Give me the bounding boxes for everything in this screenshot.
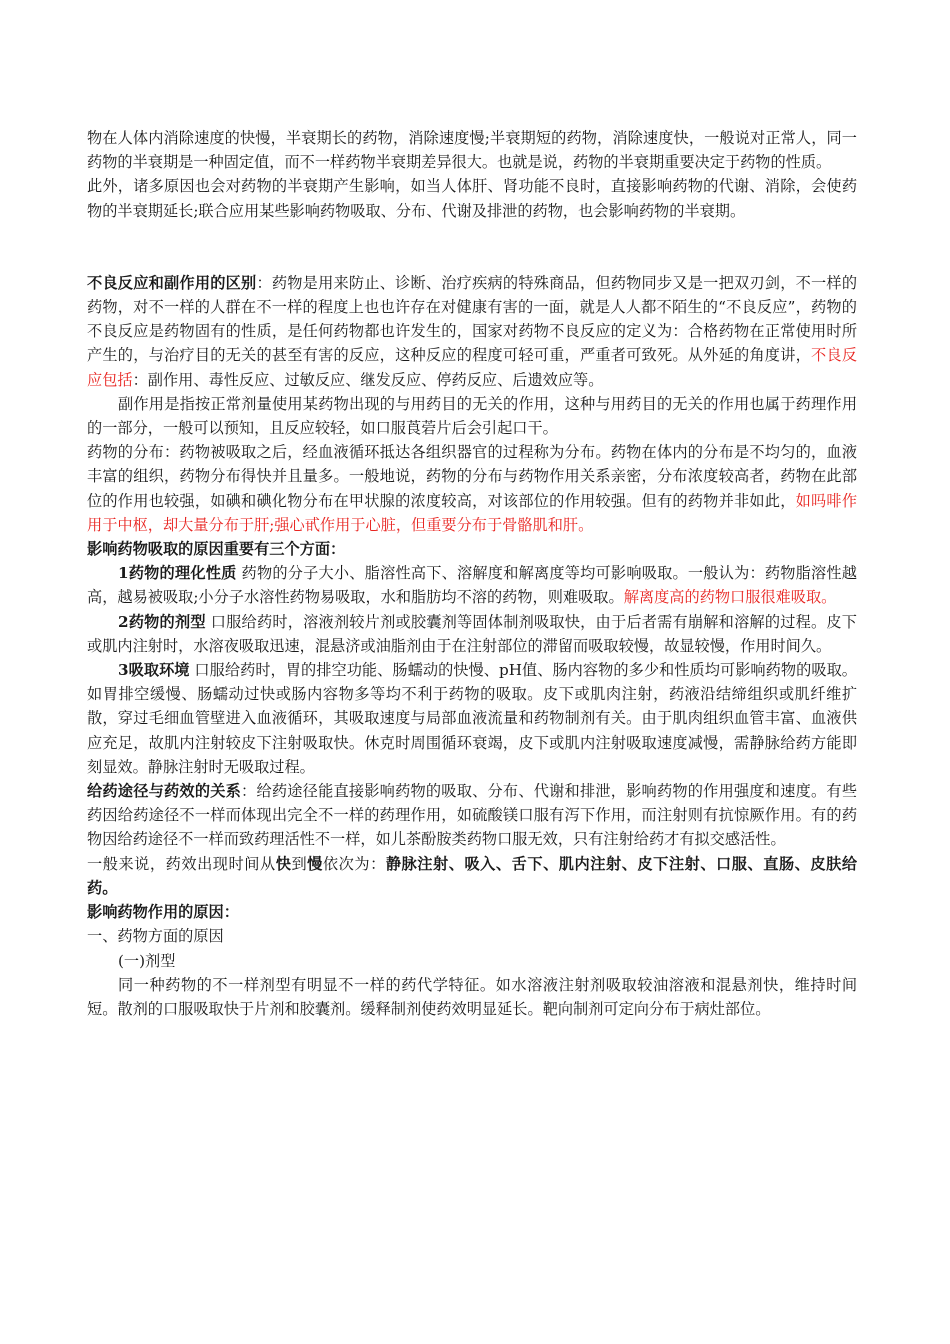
subheading-dosage-form: (一)剂型 [118,951,176,970]
paragraph-adverse-reaction [87,271,857,392]
term-heading: 不良反应和副作用的区别 [87,273,257,292]
paragraph-text: 口服给药时，溶液剂较片剂或胶囊剂等固体制剂吸取快，由于后者需有崩解和溶解的过程。皮下或肌内注射时，水溶夜吸取迅速，混悬济或油脂剂由于在注射部位的滞留而吸取较慢，故显较慢，作用时间久。 [87,612,857,655]
paragraph-text: 依次为： [322,854,386,873]
paragraph-half-life-2: 此外，诸多原因也会对药物的半衰期产生影响，如当人体肝、肾功能不良时，直接影响药物的代谢、消除，会使药物的半衰期延长;联合应用某些影响药物吸取、分布、代谢及排泄的药物，也会影响药物的半衰期。 [87,177,857,220]
paragraph-text: ：给药途径能直接影响药物的吸取、分布、代谢和排泄，影响药物的作用强度和速度。有些药因给药途径不一样而体现出完全不一样的药理作用，如硫酸镁口服有泻下作用，而注射则有抗惊厥作用。有的药物因给药途径不一样而致药理活性不一样，如儿茶酚胺类药物口服无效，只有注射给药才有拟交感活性。 [87,782,858,849]
paragraph-text: ：药物是用来防止、诊断、治疗疾病的特殊商品，但药物同步又是一把双刃剑，不一样的药物，对不一样的人群在不一样的程度上也也许存在对健康有害的一面，就是人人都不陌生的“不良反应”，药物的不良反应是药物固有的性质，是任何药物都也许发生的，国家对药物不良反应的定义为：合格药物在正常使用时所产生的，与治疗目的无关的甚至有害的反应，这种反应的程度可轻可重，严重者可致死。从外延的角度讲， [87,273,858,365]
paragraph-absorption-environment [87,658,857,779]
paragraph-side-effect: 副作用是指按正常剂量使用某药物出现的与用药目的无关的作用，这种与用药目的无关的作用也属于药理作用的一部分，一般可以预知，且反应较轻，如口服莨菪片后会引起口干。 [87,394,857,438]
item-heading: 1药物的理化性质 [118,564,237,583]
paragraph-text: 到 [291,854,308,873]
spacer [87,223,857,271]
paragraph-text: 药物的分布：药物被吸取之后，经血液循环抵达各组织器官的过程称为分布。药物在体内的分布是不均匀的，血液丰富的组织，药物分布得快并且量多。一般地说，药物的分布与药物作用关系亲密，分布浓度较高者，药物在此部位的作用也较强，如碘和碘化物分布在甲状腺的浓度较高，对该部位的作用较强。但有的药物并非如此， [87,443,857,510]
highlighted-text: 如吗啡作用于中枢，却大量分布于肝;强心甙作用于心脏，但重要分布于骨骼肌和肝。 [87,491,858,534]
paragraph-route [87,779,857,852]
keyword-fast: 快 [275,854,292,873]
paragraph-half-life-1: 物在人体内消除速度的快慢，半衰期长的药物，消除速度慢;半衰期短的药物，消除速度快，一般说对正常人，同一药物的半衰期是一种固定值，而不一样药物半衰期差异很大。也就是说，药物的半衰期重要决定于药物的性质。 [87,129,857,172]
highlighted-text: 不良反应包括 [87,346,858,389]
document-body [87,126,857,1021]
highlighted-text: 解离度高的药物口服很难吸取。 [623,588,837,607]
paragraph-text: 一般来说，药效出现时间从 [87,854,276,873]
keyword-slow: 慢 [307,854,323,873]
paragraph-dosage-form [87,610,857,658]
item-heading: 3吸取环境 [118,661,190,680]
section-heading-absorption: 影响药物吸取的原因重要有三个方面： [87,540,346,559]
term-heading: 给药途径与药效的关系 [87,782,242,801]
item-heading: 2药物的剂型 [118,612,206,631]
subheading-drug-factors: 一、药物方面的原因 [87,927,224,946]
paragraph-text: 口服给药时，胃的排空功能、肠蠕动的快慢、pH值、肠内容物的多少和性质均可影响药物的吸取。如胃排空缓慢、肠蠕动过快或肠内容物多等均不利于药物的吸取。皮下或肌肉注射，药液沿结缔组织或肌纤维扩散，穿过毛细血管壁进入血液循环，其吸取速度与局部血液流量和药物制剂有关。由于肌肉组织血管丰富、血液供应充足，故肌内注射较皮下注射吸取快。休克时周围循环衰竭，皮下或肌内注射吸取速度减慢，需静脉给药方能即刻显效。静脉注射时无吸取过程。 [87,661,857,776]
paragraph-distribution [87,440,857,537]
paragraph-onset-order [87,852,857,900]
paragraph-text: ：副作用、毒性反应、过敏反应、继发反应、停药反应、后遗效应等。 [132,370,604,389]
paragraph-dosage-form-detail: 同一种药物的不一样剂型有明显不一样的药代学特征。如水溶液注射剂吸取较油溶液和混悬剂快，维持时间短。散剂的口服吸取快于片剂和胶囊剂。缓释制剂使药效明显延长。靶向制剂可定向分布于病灶部位。 [87,975,857,1018]
section-heading-factors: 影响药物作用的原因： [87,903,239,922]
paragraph-text: 药物的分子大小、脂溶性高下、溶解度和解离度等均可影响吸取。一般认为：药物脂溶性越高，越易被吸取;小分子水溶性药物易吸取，水和脂肪均不溶的药物，则难吸取。 [87,564,857,607]
paragraph-physicochemical [87,561,857,609]
route-list: 静脉注射、吸入、舌下、肌内注射、皮下注射、口服、直肠、皮肤给药。 [87,854,858,897]
